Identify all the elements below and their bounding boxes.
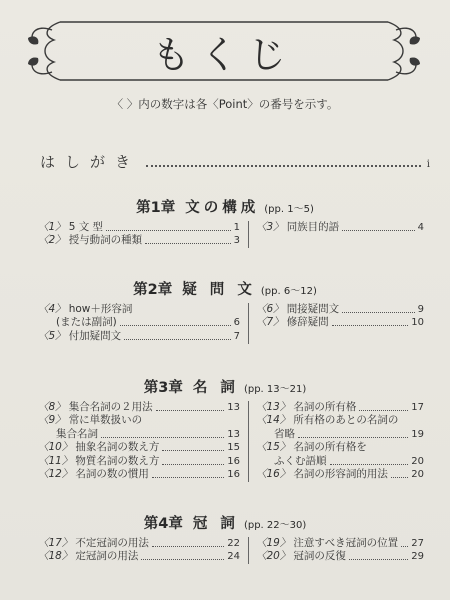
entry-page: 19 (411, 428, 424, 440)
right-entry-column (256, 220, 424, 234)
chapter-title: 文の構成 (185, 200, 260, 216)
chapter-pages: (pp. 22〜30) (243, 520, 307, 531)
entry-text: (または副詞) (56, 316, 117, 328)
entry-text: 集合名詞 (56, 427, 98, 440)
preface-entry[interactable] (40, 152, 430, 172)
toc-entry[interactable] (38, 414, 240, 428)
toc-entry[interactable] (256, 302, 424, 316)
point-number: 〈5〉 (38, 329, 66, 342)
point-number: 〈18〉 (38, 550, 73, 562)
point-number: 〈7〉 (256, 316, 284, 328)
toc-entry[interactable] (256, 427, 424, 441)
toc-entry[interactable] (256, 468, 424, 482)
leader-dots (120, 325, 231, 326)
chapter-number: 第3章 (143, 380, 183, 396)
toc-entry[interactable] (38, 220, 240, 234)
entry-page: 6 (233, 317, 240, 328)
point-number: 〈14〉 (256, 414, 291, 426)
toc-entry[interactable] (38, 329, 240, 343)
point-number: 〈6〉 (256, 302, 284, 315)
chapter-number: 第1章 (136, 200, 176, 216)
entry-text: 抽象名詞の数え方 (75, 441, 160, 453)
entry-page: 4 (417, 221, 424, 233)
leader-dots (145, 243, 230, 244)
leader-dots (330, 464, 409, 465)
leader-dots (141, 559, 224, 560)
toc-entry[interactable] (256, 414, 424, 428)
entry-text: 集合名詞の２用法 (68, 400, 153, 413)
leader-dots (162, 450, 224, 451)
leader-dots (146, 165, 421, 167)
entry-text: 定冠詞の用法 (75, 550, 139, 562)
page-title: もくじ (151, 33, 296, 77)
left-entry-column (38, 536, 240, 563)
column-divider (248, 303, 249, 344)
left-entry-column (38, 400, 240, 481)
title-banner (24, 14, 424, 88)
entry-text: 間接疑問文 (286, 302, 340, 315)
entry-page: 16 (227, 455, 240, 467)
point-number: 〈9〉 (38, 414, 66, 426)
toc-entry[interactable] (38, 468, 240, 482)
entry-text: 授与動詞の種類 (68, 234, 143, 246)
entry-text: ふくむ語順 (274, 454, 327, 467)
index-note: 〈 〉内の数字は各〈Point〉の番号を示す。 (111, 97, 339, 111)
chapter-title: 名 詞 (192, 380, 239, 396)
leader-dots (162, 464, 224, 465)
preface-label: はしがき (40, 153, 141, 171)
leader-dots (342, 312, 414, 313)
chapter-heading (0, 512, 450, 533)
point-number: 〈3〉 (256, 220, 284, 233)
entry-text: 名詞の所有格を (293, 441, 367, 453)
point-number: 〈20〉 (256, 550, 291, 562)
entry-page: 27 (411, 537, 424, 549)
entry-page: 13 (227, 401, 240, 413)
chapter-number: 第2章 (133, 282, 173, 298)
point-number: 〈15〉 (256, 441, 291, 453)
entry-text: 所有格のあとの名詞の (293, 414, 399, 426)
toc-entry[interactable] (256, 441, 424, 455)
entry-text: 付加疑問文 (68, 329, 122, 342)
leader-dots (101, 437, 224, 438)
toc-entry[interactable] (38, 316, 240, 330)
column-divider (248, 401, 249, 482)
entry-page: 16 (227, 469, 240, 480)
leader-dots (152, 546, 224, 547)
leader-dots (391, 477, 408, 478)
point-number: 〈11〉 (38, 454, 73, 467)
left-entry-column (38, 302, 240, 343)
point-number: 〈17〉 (38, 536, 73, 549)
toc-entry[interactable] (256, 454, 424, 468)
leader-dots (156, 410, 225, 411)
entry-page: 20 (411, 469, 424, 480)
toc-entry[interactable] (38, 427, 240, 441)
entry-page: 20 (411, 455, 424, 467)
leader-dots (359, 410, 408, 411)
right-entry-column (256, 536, 424, 563)
leader-dots (152, 477, 224, 478)
entry-page: 1 (233, 221, 240, 233)
entry-page: 22 (227, 537, 240, 549)
point-number: 〈16〉 (256, 468, 291, 480)
entry-page: 15 (227, 442, 240, 453)
point-number: 〈8〉 (38, 400, 66, 413)
leader-dots (332, 325, 409, 326)
point-number: 〈1〉 (38, 220, 66, 233)
point-number: 〈12〉 (38, 468, 73, 480)
chapter-title: 冠 詞 (192, 516, 239, 532)
right-entry-column (256, 302, 424, 329)
entry-text: 不定冠詞の用法 (75, 536, 149, 549)
entry-text: 物質名詞の数え方 (75, 454, 160, 467)
chapter-number: 第4章 (143, 516, 183, 532)
leader-dots (298, 437, 408, 438)
point-number: 〈19〉 (256, 536, 291, 549)
toc-entry[interactable] (256, 316, 424, 330)
entry-text: 名詞の形容詞的用法 (293, 468, 388, 480)
left-entry-column (38, 220, 240, 247)
entry-text: 注意すべき冠詞の位置 (293, 536, 399, 549)
entry-page: 9 (417, 303, 424, 315)
toc-entry[interactable] (256, 536, 424, 550)
entry-text: 常に単数扱いの (68, 414, 143, 426)
right-entry-column (256, 400, 424, 481)
toc-entry[interactable] (38, 536, 240, 550)
entry-page: 13 (227, 428, 240, 440)
entry-page: 17 (411, 401, 424, 413)
point-number: 〈10〉 (38, 441, 73, 453)
chapter-pages: (pp. 13〜21) (243, 384, 307, 395)
entry-page: 10 (411, 317, 424, 328)
entry-text: 省略 (274, 427, 295, 440)
leader-dots (401, 546, 408, 547)
chapter-title: 疑 問 文 (182, 282, 256, 298)
entry-text: 名詞の所有格 (293, 400, 357, 413)
chapter-heading (0, 376, 450, 397)
chapter-pages: (pp. 1〜5) (264, 204, 314, 215)
preface-page: i (426, 159, 430, 170)
leader-dots (349, 559, 408, 560)
entry-text: how＋形容詞 (68, 302, 133, 315)
entry-page: 7 (233, 330, 240, 342)
entry-page: 3 (233, 235, 240, 246)
toc-entry[interactable] (256, 220, 424, 234)
toc-entry[interactable] (38, 234, 240, 248)
entry-page: 24 (227, 551, 240, 562)
toc-entry[interactable] (38, 454, 240, 468)
chapter-pages: (pp. 6〜12) (260, 286, 317, 297)
chapter-heading (0, 196, 450, 217)
leader-dots (124, 339, 230, 340)
entry-text: 冠詞の反復 (293, 550, 346, 562)
entry-text: 修辞疑問 (286, 316, 329, 328)
leader-dots (342, 230, 414, 231)
entry-text: 名詞の数の慣用 (75, 468, 149, 480)
chapter-heading (0, 278, 450, 299)
entry-text: 同族目的語 (286, 220, 340, 233)
column-divider (248, 221, 249, 248)
toc-entry[interactable] (256, 400, 424, 414)
toc-entry[interactable] (38, 400, 240, 414)
toc-entry[interactable] (38, 441, 240, 455)
point-number: 〈4〉 (38, 302, 66, 315)
leader-dots (106, 230, 231, 231)
toc-entry[interactable] (256, 550, 424, 564)
point-number: 〈2〉 (38, 234, 66, 246)
point-number: 〈13〉 (256, 400, 291, 413)
toc-entry[interactable] (38, 550, 240, 564)
entry-text: 5 文 型 (68, 220, 104, 233)
column-divider (248, 537, 249, 564)
toc-entry[interactable] (38, 302, 240, 316)
entry-page: 29 (411, 551, 424, 562)
